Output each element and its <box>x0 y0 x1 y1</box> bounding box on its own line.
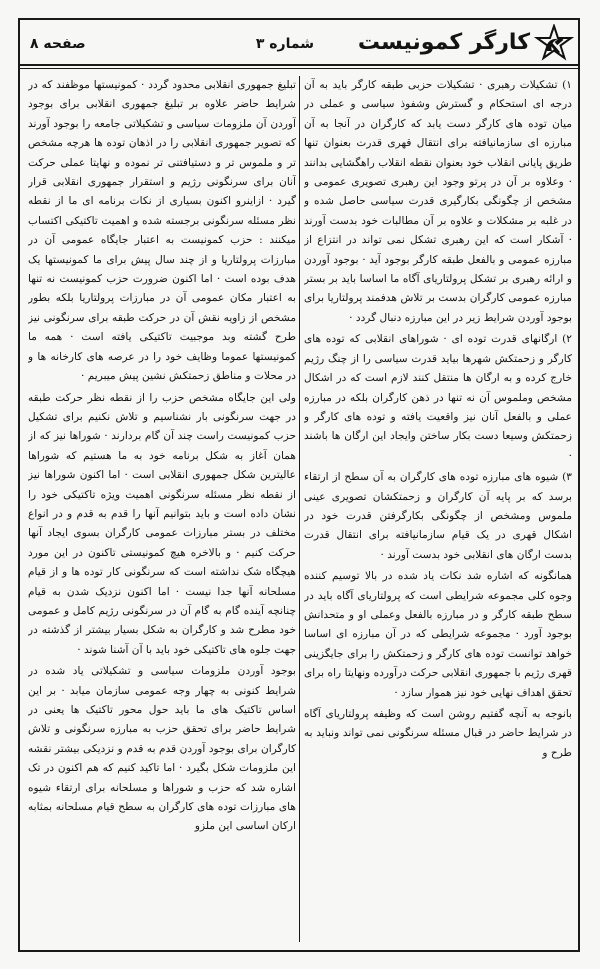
column-divider <box>299 76 300 942</box>
masthead <box>22 22 576 66</box>
paragraph: بوجود آوردن ملزومات سیاسی و تشکیلاتی یاد شده در شرایط کنونی به چهار وجه عمومی سازمان میابد · بر این اساس تاکتیک های ما باید حول محور تاکتیک ها یعنی در شرایط حاضر برای تحقق حزب به مبارزه سرنگونی و تلاش کارگران برای بوجود آوردن قدم به قدم و نزدیکی بیشتر نقشه این ملزومات شکل بگیرد · اما تاکید کنیم که هم اکنون در تک اشاره شد که حزب و شوراها و مسلحانه برای ارتقاء شیوه های مبارزات توده های کارگران به سطح قیام مسلحانه بمثابه ارکان اساسی این ملزو <box>28 665 296 833</box>
issue-number: شماره ۳ <box>255 36 314 52</box>
paragraph: همانگونه که اشاره شد نکات یاد شده در بالا توسیم کننده وجوه کلی مجموعه شرایطی است که پرولتاریای آگاه باید در سطح طبقه کارگر و در مبارزه بالفعل وعملی او و متحدانش بوجود آورد · مجموعه شرایطی که در آن مبارزه ای اساسا خواهد توانست توده های کارگر و زحمتکش را برای جایگزینی قهری رژیم با جمهوری انقلابی حرکت درآورده ونهایتا راه برای تحقق اهداف نهایی خود نیز هموار سازد · <box>304 570 572 699</box>
page-number: صفحه ۸ <box>30 36 86 52</box>
masthead-rule-thin <box>20 68 580 69</box>
paragraph: ولی این جایگاه مشخص حزب را از نقطه نظر حرکت طبقه در جهت سرنگونی بار نشناسیم و تلاش نکنیم برای تشکیل حزب کمونیست راست چند آن گام بردارند · شوراها نیز که از همان آغاز به شکل برنامه خود به ما هستیم که شوراها عالیترین شکل جمهوری انقلابی است · اما اکنون شوراها نیز از نقطه نظر مسئله سرنگونی اهمیت ویژه تاکتیکی خود را نشان داده است و باید بتوانیم آنها را قدم به قدم و در انواع مختلف در بستر مبارزات عمومی کارگران بسوی ایجاد آنها حرکت کنیم · و بالاخره هیچ کمونیستی تاکنون در این مورد هیچگاه شک نداشته است که سرنگونی کار توده ها و از قیام مسلحانه آنها جدا نیست · اما اکنون نزدیک شدن به قیام چنانچه آینده گام به گام آن در سرنگونی رژیم کامل و عمومی خود مطرح شد و کارگران به شکل بسیار بیشتر از گذشته در جهت جلوه های تاکتیکی خود باید با آن آشنا شوند · <box>28 391 296 656</box>
masthead-rule <box>20 64 580 66</box>
paragraph: ۳) شیوه های مبارزه توده های کارگران به آن سطح از ارتقاء برسد که بر پایه آن کارگران و زحمتکشان تصویری عینی ملموس ومشخص از چگونگی بکارگرفتن قدرت خود در اشکال قهری در یک قیام سازمانیافته برای انتقال قدرت بدست ارگان های انقلابی خود بدست آورند · <box>304 471 572 561</box>
star-hammer-sickle-icon <box>534 24 574 64</box>
right-column <box>304 76 572 944</box>
paragraph: تبلیغ جمهوری انقلابی محدود گردد · کمونیستها موظفند که در شرایط حاضر علاوه بر تبلیغ جمهوری انقلابی برای بوجود آوردن آن ملزومات سیاسی و تشکیلاتی جامعه را بوجود آورند که تصویر جمهوری انقلابی را در اذهان توده ها هرچه مشخص تر و ملموس تر و دستیافتنی تر نموده و نهایتا عملی حرکت آنان برای سرنگونی رژیم و استقرار جمهوری انقلابی قرار گیرد · ازاینرو اکنون بسیاری از نکات برنامه ای ما از نقطه نظر مسئله سرنگونی برجسته شده و اهمیت تاکتیکی اکتساب میکنند : حزب کمونیست به اعتبار جایگاه عمومی آن در مبارزات پرولتاریا و از چند سال پیش برای ما کمونیستها یک هدف بوده است · اما اکنون ضرورت حزب کمونیست نه تنها به اعتبار مکان عمومی آن در مبارزات پرولتاریا بلکه بطور مشخص از زاویه نقش آن در حرکت طبقه برای سرنگونی نیز طرح گشته وبد موجبیت تاکتیکی یافته است · همه ما کمونیستها عموما وظایف خود را در عرصه های کارخانه ها و در محلات و مناطق زحمتکش نشین پیش میبریم · <box>28 79 296 383</box>
newspaper-title: کارگر کمونیست <box>357 30 530 55</box>
paragraph: بانوجه به آنچه گفتیم روشن است که وظیفه پرولتاریای آگاه در شرایط حاضر در قبال مسئله سرنگونی نمی تواند ونباید به طرح و <box>304 708 572 759</box>
left-column <box>28 76 296 944</box>
paragraph: ۲) ارگانهای قدرت توده ای · شوراهای انقلابی که توده های کارگر و زحمتکش شهرها بیاید قدرت سیاسی را از چنگ رژیم خارج کرده و به ارگان ها منتقل کنند لازم است که در اشکال مشخص وملموس آن نه تنها در ذهن کارگران بلکه در مبارزه عملی و بالفعل آنان نیز واقعیت یافته و توده های کارگر و زحمتکش وسیعا دست بکار ساختن وایجاد این ارگان ها باشند · <box>304 333 572 462</box>
paragraph: ۱) تشکیلات رهبری · تشکیلات حزبی طبقه کارگر باید به آن درجه ای استحکام و گسترش وشفوذ سیاسی و عملی در میان توده های کارگر دست یابد که کارگران در آنجا به آن مبارزه ای سازمانیافته برای انتقال قهری قدرت بعنوان تنها طریق پایانی انقلاب خود بعنوان نقطه انقلاب راهگشایی بدانند · وعلاوه بر آن در پرتو وجود این رهبری تصویری عمومی و مشخص از چگونگی بکارگیری قدرت سیاسی حاصل شده و در غلبه بر مشکلات و علاوه بر آن مطالبات خود بدست آورند · آشکار است که این رهبری تشکل نمی تواند در انتزاع از مبارزه عمومی و بالفعل طبقه کارگر بوجود آید · بوجود آوردن و ارائه رهبری بر تشکل پرولتاریای آگاه ما اساسا باید بر بستر مبارزه عمومی کارگران بدست بر تلاش هدفمند پرولتاریا برای بوجود آوردن شرایط زیر در این مبارزه دنبال گردد · <box>304 79 572 324</box>
